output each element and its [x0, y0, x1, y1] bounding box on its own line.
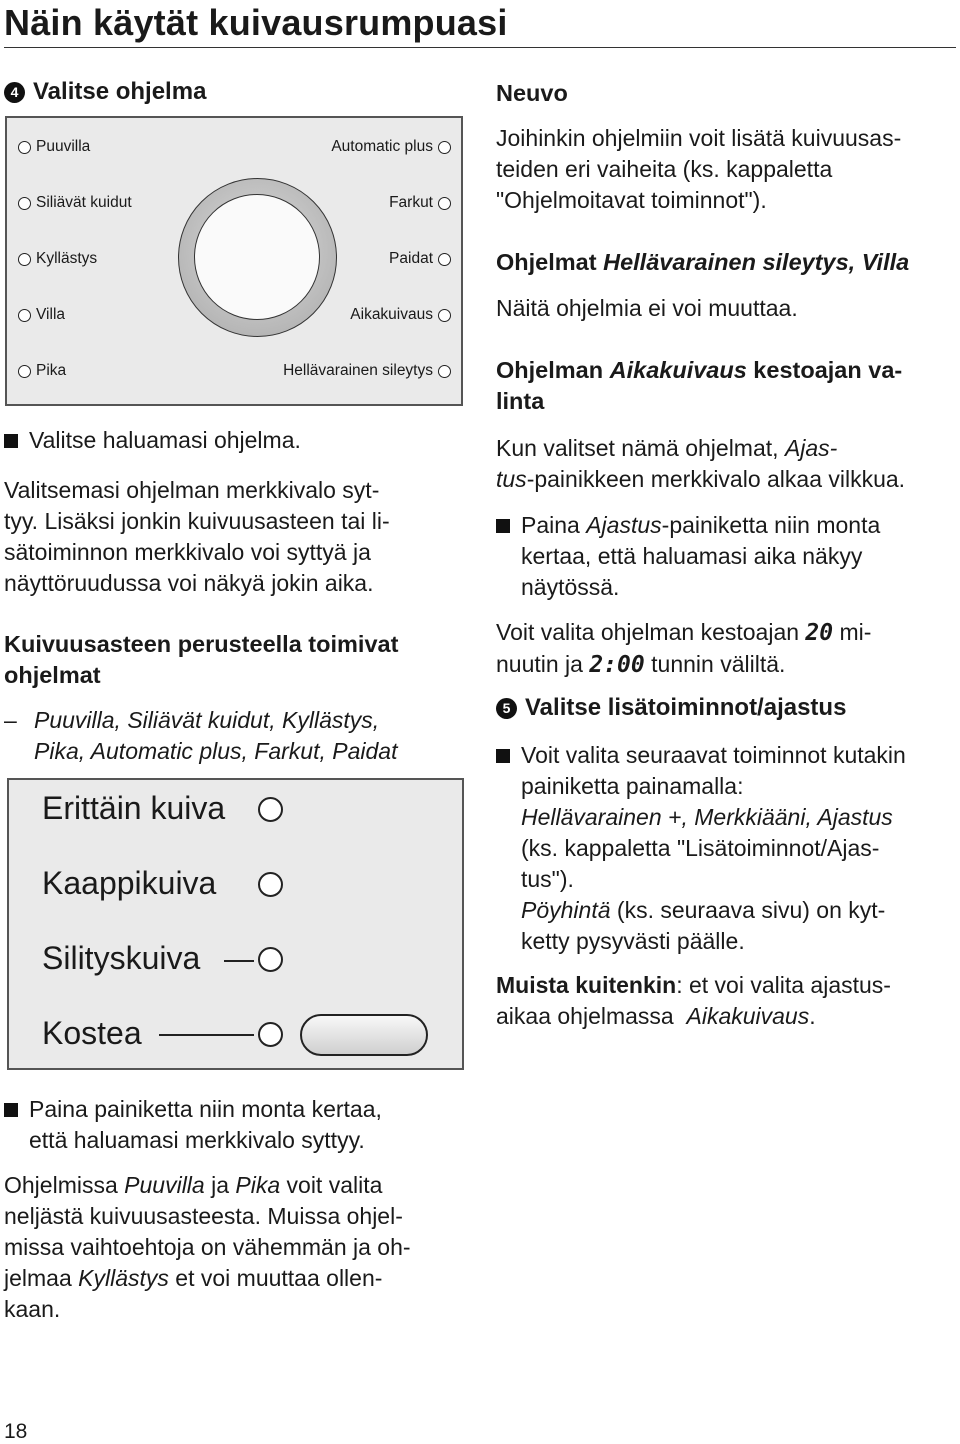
- program-list: – Puuvilla, Siliävät kuidut, Kyllästys, Pika, Automatic plus, Farkut, Paidat: [4, 707, 398, 764]
- step4-heading-text: Valitse ohjelma: [33, 78, 207, 105]
- heading-aikakuivaus-duration: Ohjelman Aikakuivaus kestoajan va- linta: [496, 357, 903, 414]
- program-villa[interactable]: Villa: [18, 306, 65, 324]
- page-number: 18: [4, 1420, 28, 1443]
- page-title: Näin käytät kuivausrumpuasi: [4, 2, 508, 43]
- led-indicator: [18, 197, 31, 210]
- led-indicator: [18, 365, 31, 378]
- program-kyllastys[interactable]: Kyllästys: [18, 250, 97, 268]
- program-farkut[interactable]: Farkut: [389, 194, 451, 212]
- connector-line: [159, 1034, 254, 1036]
- level-kaappikuiva: Kaappikuiva: [42, 865, 217, 901]
- led-silityskuiva: [258, 947, 283, 972]
- list-dash: –: [4, 707, 17, 733]
- tip-heading: Neuvo: [496, 80, 568, 106]
- connector-line: [224, 960, 254, 962]
- bullet-icon: [4, 434, 18, 448]
- led-kostea: [258, 1022, 283, 1047]
- bullet-press-ajastus: Paina Ajastus-painiketta niin monta kertaa, että haluamasi aika näkyy näytössä.: [496, 510, 880, 603]
- text-timer-blink: Kun valitset nämä ohjelmat, Ajas- tus-painikkeen merkkivalo alkaa vilkkua.: [496, 435, 906, 492]
- text-fixed-programs: Näitä ohjelmia ei voi muuttaa.: [496, 295, 798, 321]
- program-hellavarainen-sileytys[interactable]: Hellävarainen sileytys: [283, 362, 451, 380]
- subheading-dryness-programs: Kuivuusasteen perusteella toimivat ohjelmat: [4, 631, 399, 688]
- bullet-icon: [496, 519, 510, 533]
- step4-heading: [4, 78, 206, 106]
- text-duration-range: Voit valita ohjelman kestoajan 20 mi- nuutin ja 2:00 tunnin väliltä.: [496, 619, 872, 678]
- bullet-select-program: Valitse haluamasi ohjelma.: [4, 425, 301, 456]
- step5-heading: [496, 694, 846, 722]
- step5-heading-text: Valitse lisätoiminnot/ajastus: [525, 694, 847, 721]
- program-selector-dial[interactable]: [178, 178, 337, 337]
- level-silityskuiva: Silityskuiva: [42, 940, 201, 976]
- bullet-icon: [496, 749, 510, 763]
- led-indicator: [18, 141, 31, 154]
- led-indicator: [18, 253, 31, 266]
- dryness-level-panel: [7, 778, 464, 1070]
- step-number-badge: 5: [496, 698, 517, 719]
- tip-text: Joihinkin ohjelmiin voit lisätä kuivuusas- teiden eri vaiheita (ks. kappaletta "Ohjelmoitavat toiminnot").: [496, 125, 902, 213]
- program-aikakuivaus[interactable]: Aikakuivaus: [350, 306, 451, 324]
- level-kostea: Kostea: [42, 1015, 142, 1051]
- led-indicator: [438, 309, 451, 322]
- heading-fixed-programs: Ohjelmat Hellävarainen sileytys, Villa: [496, 249, 910, 275]
- paragraph-dryness-options: Ohjelmissa Puuvilla ja Pika voit valita neljästä kuivuusasteesta. Muissa ohjel- missa vaihtoehtoja on vähemmän ja oh- jelmaa Kyllästys et voi muuttaa ollen- kaan.: [4, 1172, 411, 1322]
- led-indicator: [438, 197, 451, 210]
- led-indicator: [438, 141, 451, 154]
- program-automatic-plus[interactable]: Automatic plus: [331, 138, 451, 156]
- display-value-2-00: 2:00: [589, 652, 645, 678]
- led-indicator: [438, 365, 451, 378]
- level-erittain-kuiva: Erittäin kuiva: [42, 790, 226, 826]
- program-siliavat-kuidut[interactable]: Siliävät kuidut: [18, 194, 132, 212]
- led-indicator: [438, 253, 451, 266]
- note-remember: Muista kuitenkin: et voi valita ajastus- aikaa ohjelmassa Aikakuivaus.: [496, 972, 891, 1029]
- dial-center: [194, 194, 320, 320]
- bullet-press-button: Paina painiketta niin monta kertaa, että haluamasi merkkivalo syttyy.: [4, 1094, 382, 1156]
- display-value-20: 20: [805, 620, 834, 646]
- step-number-badge: 4: [4, 82, 25, 103]
- program-puuvilla[interactable]: Puuvilla: [18, 138, 90, 156]
- led-erittain-kuiva: [258, 797, 283, 822]
- paragraph-led-info: Valitsemasi ohjelman merkkivalo syt- tyy. Lisäksi jonkin kuivuusasteen tai li- sätoiminnon merkkivalo voi syttyä ja näyttöruudussa voi näkyä jokin aika.: [4, 477, 390, 596]
- program-selector-panel: [5, 116, 463, 406]
- dryness-select-button[interactable]: [300, 1014, 428, 1056]
- program-paidat[interactable]: Paidat: [389, 250, 451, 268]
- title-divider: [4, 47, 956, 48]
- led-kaappikuiva: [258, 872, 283, 897]
- program-pika[interactable]: Pika: [18, 362, 66, 380]
- bullet-extra-functions: Voit valita seuraavat toiminnot kutakin painiketta painamalla: Hellävarainen +, Merkkiääni, Ajastus (ks. kappaletta "Lisätoiminnot/Ajas- tus"). Pöyhintä (ks. seuraava sivu) on kyt- ketty pysyvästi päälle.: [496, 740, 906, 957]
- led-indicator: [18, 309, 31, 322]
- bullet-icon: [4, 1103, 18, 1117]
